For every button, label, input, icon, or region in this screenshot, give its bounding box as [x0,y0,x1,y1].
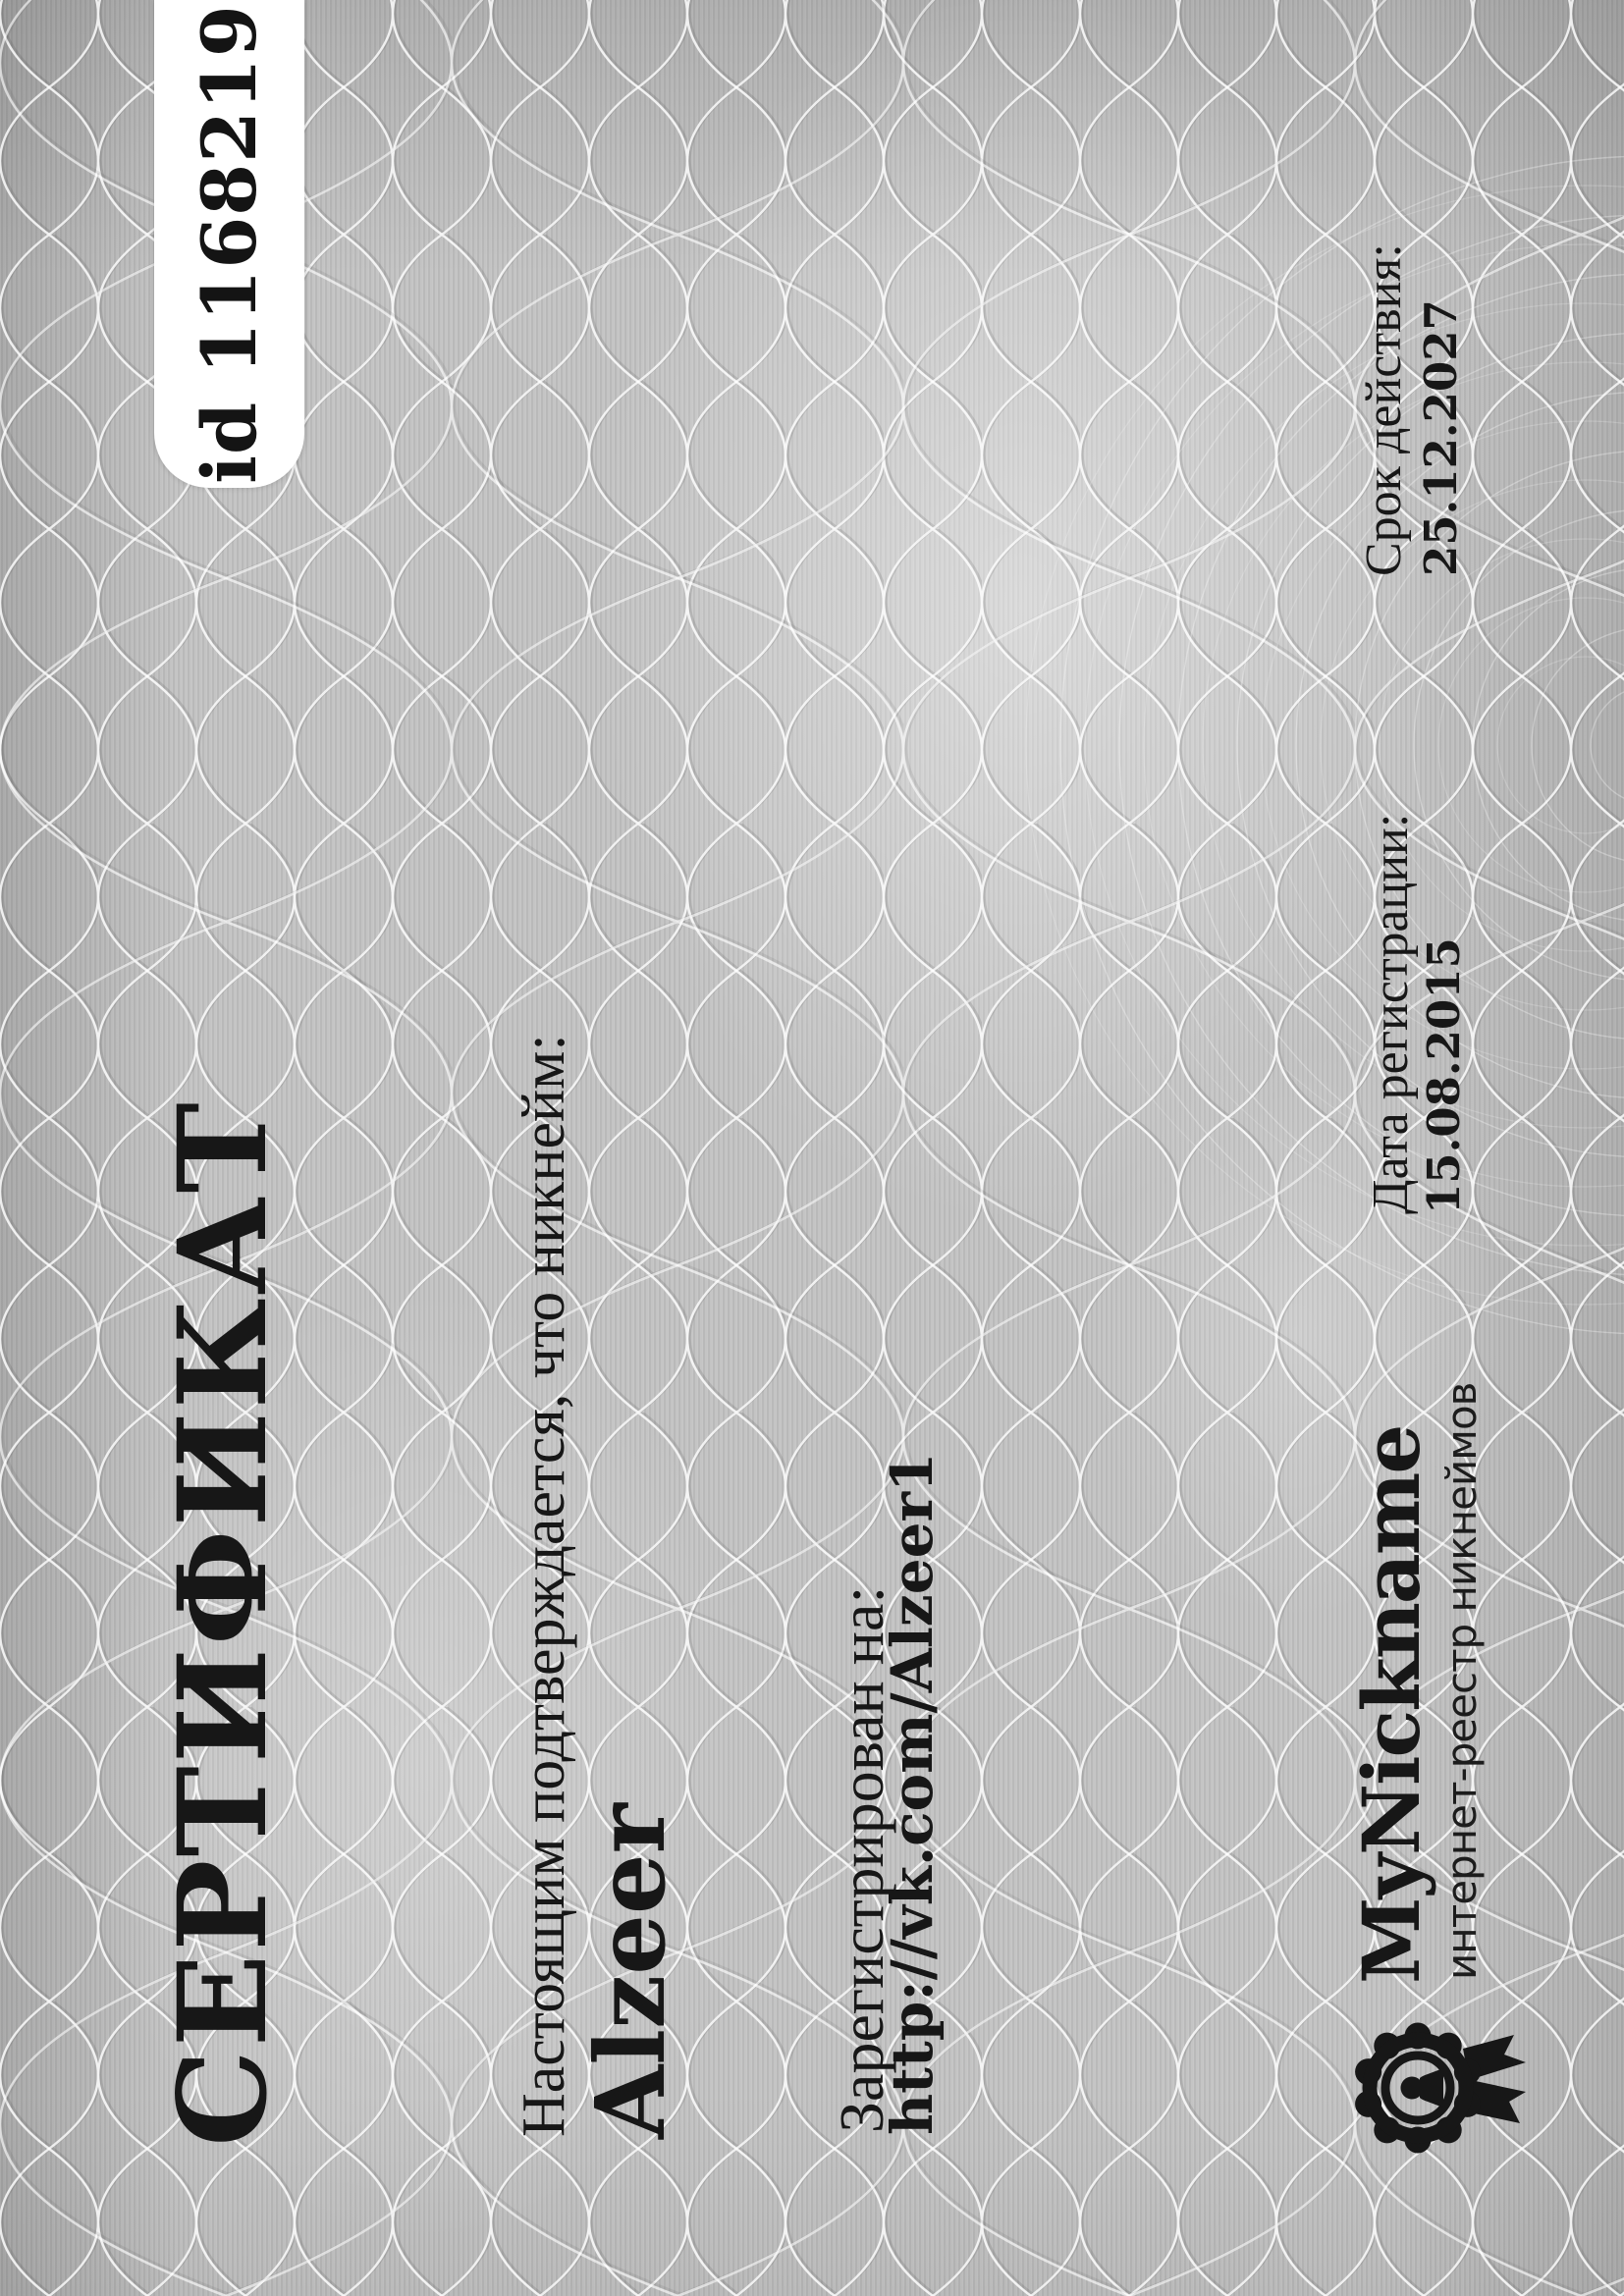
certificate-title: СЕРТИФИКАТ [152,1099,295,2147]
brand-tagline: интернет-реестр никнеймов [1437,1382,1486,1980]
registration-date-value: 15.08.2015 [1418,937,1470,1214]
statement-text: Настоящим подтверждается, что никнейм: [511,1034,577,2137]
medal-ribbon-icon [1347,2011,1534,2159]
brand-name: MyNickname [1345,1425,1437,1984]
registered-url: http://vk.com/Alzeer1 [879,1452,946,2135]
id-badge [154,0,304,488]
validity-label: Срок действия: [1356,243,1412,576]
validity-value: 25.12.2027 [1415,299,1467,576]
registration-date-label: Дата регистрации: [1363,813,1419,1214]
registered-on-label: Зарегистрирован на: [827,1585,896,2133]
id-badge-label: id 1168219 [185,4,273,484]
nickname-value: Alzeer [574,1803,686,2139]
